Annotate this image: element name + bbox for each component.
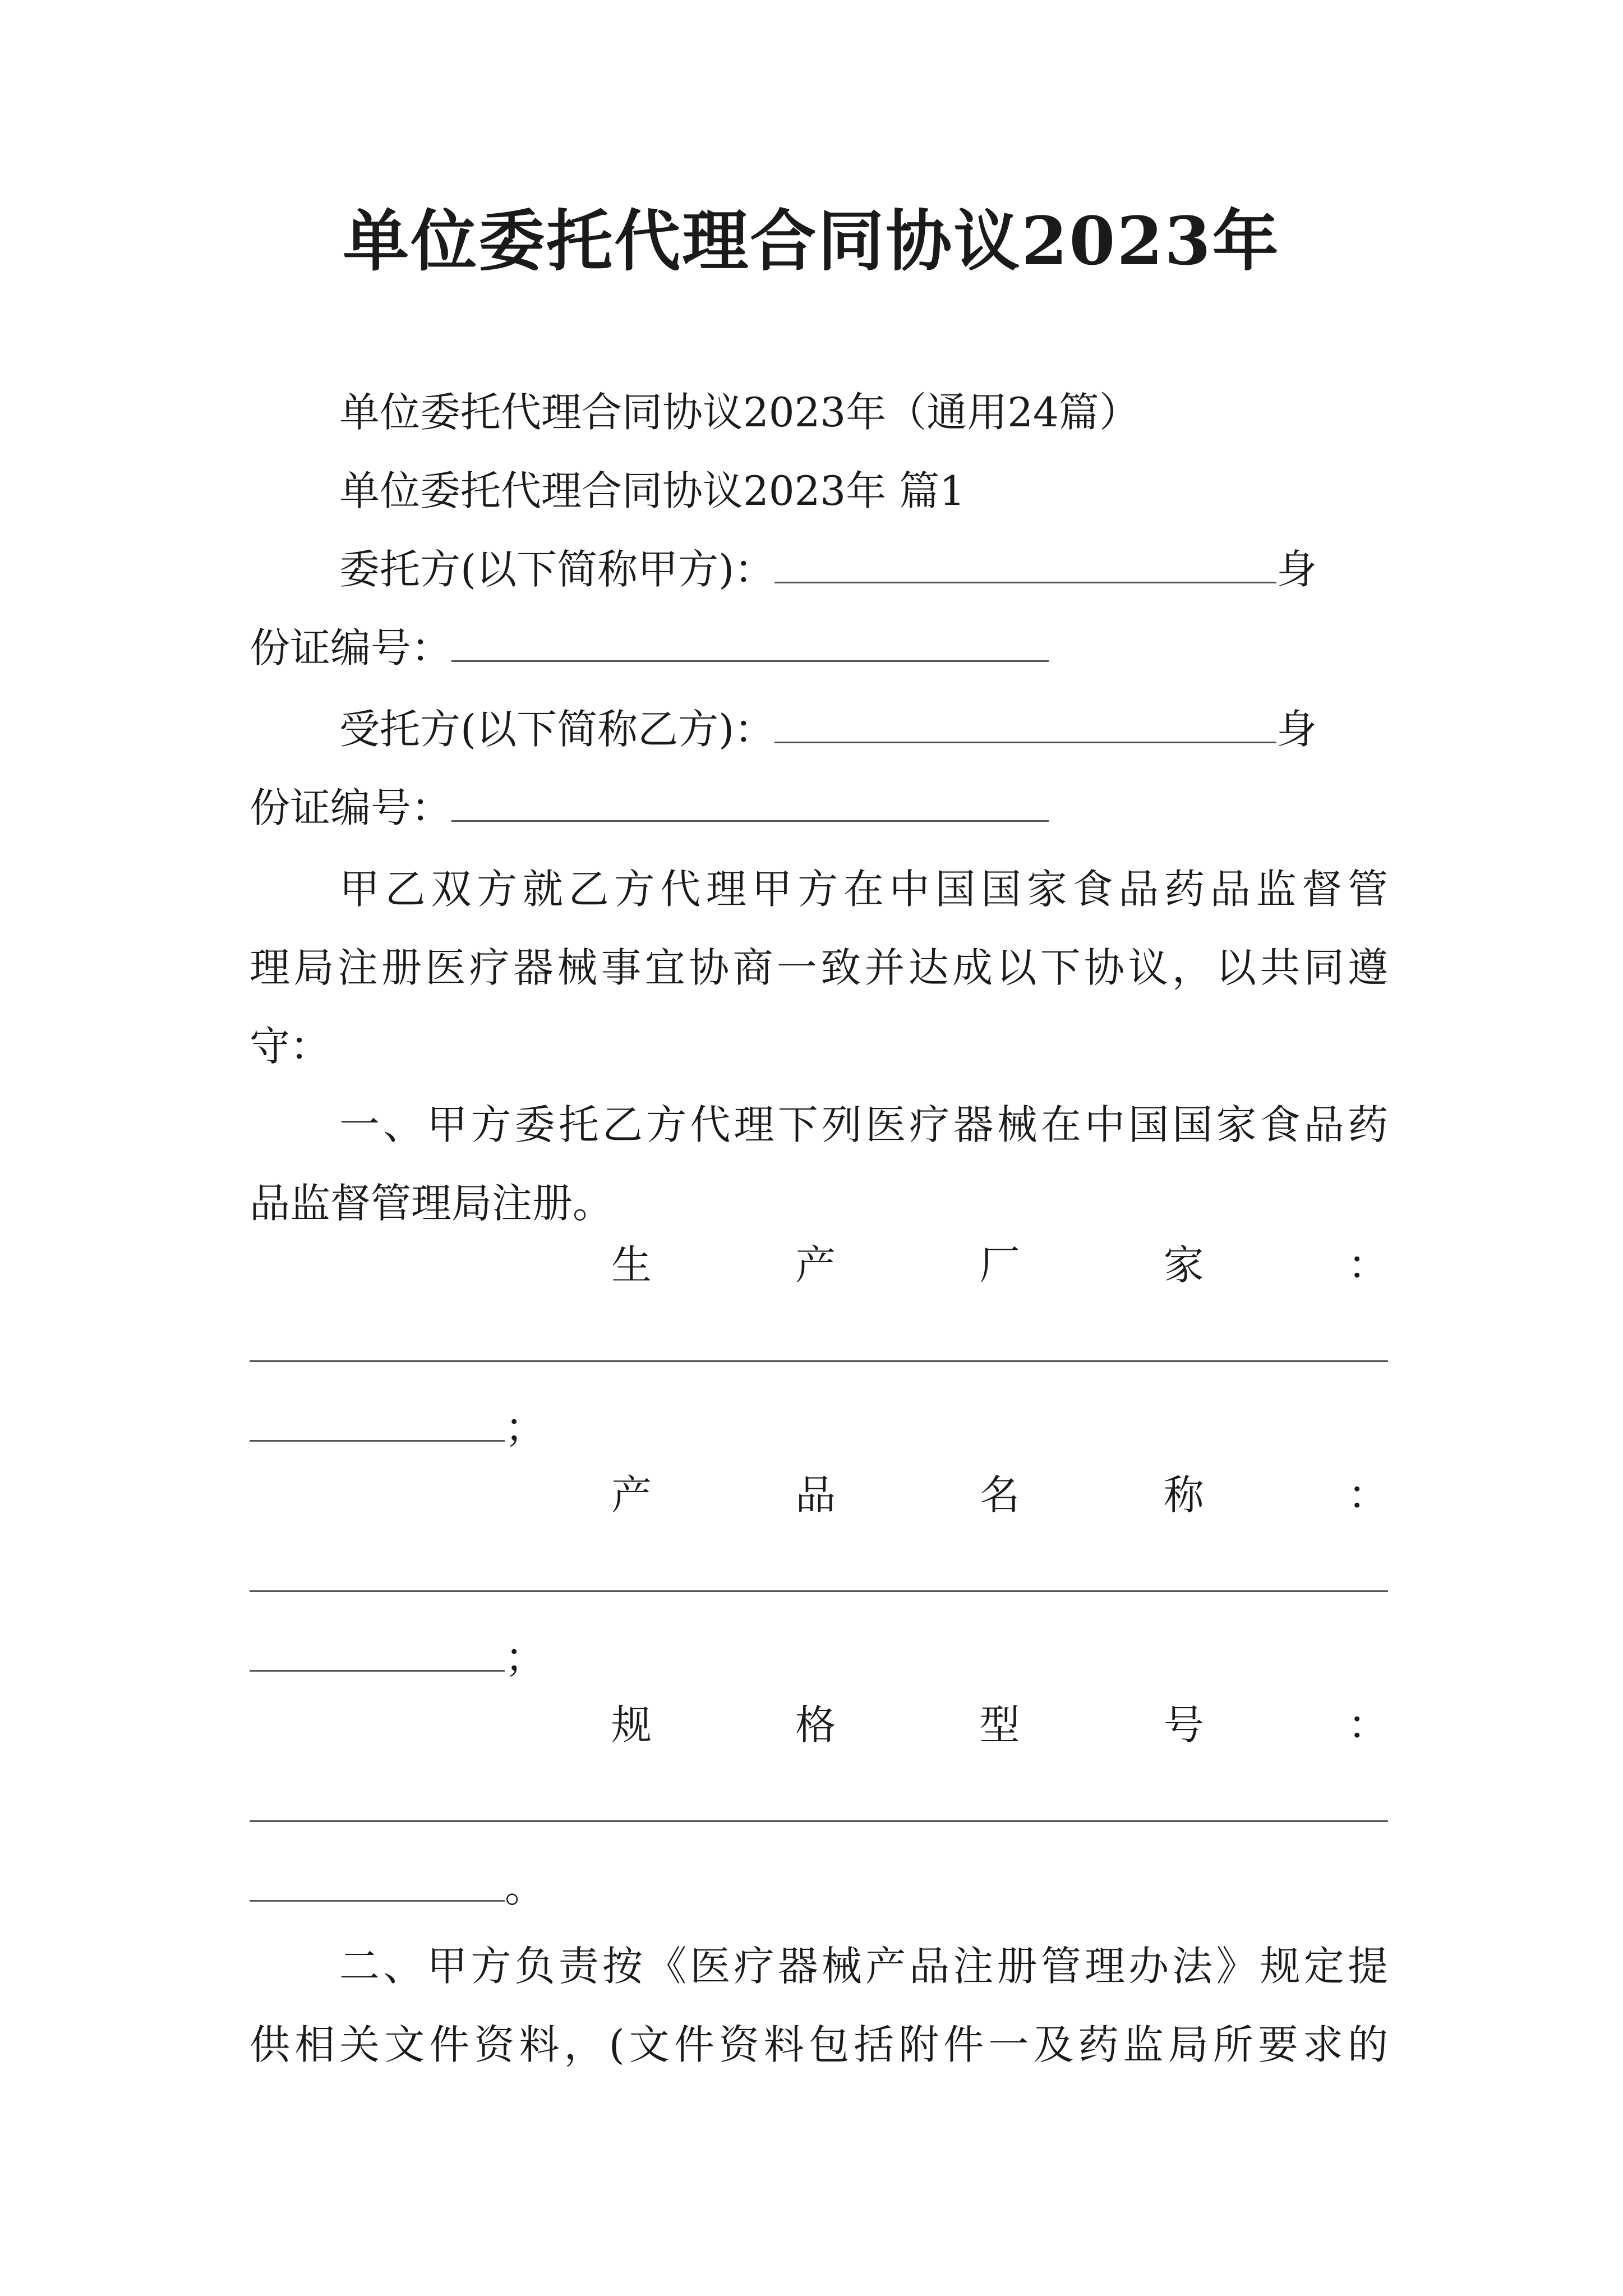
intro-line-3: 守： [250, 1023, 331, 1070]
manufacturer-short-blank[interactable] [250, 1400, 505, 1442]
manufacturer-char-3: 厂 [979, 1241, 1020, 1289]
product-name-char-3: 名 [979, 1471, 1020, 1519]
party-b-id-label: 份证编号： [250, 784, 452, 831]
subtitle: 单位委托代理合同协议2023年（通用24篇） [339, 389, 1140, 436]
party-b-label-text: 受托方(以下简称乙方)： [339, 706, 775, 753]
specification-label [611, 1697, 1388, 1753]
intro-line-1: 甲乙双方就乙方代理甲方在中国国家食品药品监督管 [339, 866, 1388, 913]
manufacturer-label [611, 1237, 1388, 1293]
party-b-id-blank[interactable] [451, 780, 1049, 822]
specification-char-4: 号 [1163, 1701, 1204, 1749]
party-b-id-row [250, 780, 1049, 836]
manufacturer-end-punct: ； [505, 1404, 546, 1451]
specification-short-blank[interactable] [250, 1860, 505, 1902]
document-title: 单位委托代理合同协议2023年 [343, 202, 1280, 280]
party-b-name-blank[interactable] [774, 701, 1276, 743]
section-heading: 单位委托代理合同协议2023年 篇1 [339, 467, 965, 514]
specification-blank-line[interactable] [250, 1820, 1388, 1822]
specification-char-1: 规 [611, 1701, 652, 1749]
product-name-end-row [250, 1630, 545, 1686]
manufacturer-char-4: 家 [1163, 1241, 1204, 1289]
manufacturer-char-1: 生 [611, 1241, 652, 1289]
party-a-label [339, 541, 1317, 597]
product-name-blank-line[interactable] [250, 1590, 1388, 1592]
product-name-colon: ： [1347, 1471, 1388, 1519]
product-name-short-blank[interactable] [250, 1630, 505, 1672]
party-a-label-text: 委托方(以下简称甲方)： [339, 546, 775, 593]
clause-1-line-2: 品监督管理局注册。 [250, 1180, 614, 1227]
specification-char-2: 格 [795, 1701, 836, 1749]
party-a-name-blank[interactable] [774, 541, 1276, 583]
party-a-id-blank[interactable] [451, 620, 1049, 662]
party-a-id-row [250, 620, 1049, 676]
product-name-label [611, 1467, 1388, 1523]
product-name-end-punct: ； [505, 1634, 546, 1681]
specification-end-punct: 。 [505, 1864, 546, 1911]
party-b-label [339, 701, 1317, 757]
clause-1-line-1: 一、甲方委托乙方代理下列医疗器械在中国国家食品药 [339, 1101, 1388, 1148]
product-name-char-4: 称 [1163, 1471, 1204, 1519]
manufacturer-end-row [250, 1400, 545, 1456]
manufacturer-char-2: 产 [795, 1241, 836, 1289]
clause-2-line-2: 供相关文件资料，(文件资料包括附件一及药监局所要求的 [250, 2021, 1388, 2068]
specification-end-row [250, 1860, 545, 1916]
clause-2-line-1: 二、甲方负责按《医疗器械产品注册管理办法》规定提 [339, 1943, 1388, 1990]
intro-line-2: 理局注册医疗器械事宜协商一致并达成以下协议，以共同遵 [250, 944, 1388, 991]
manufacturer-blank-line[interactable] [250, 1360, 1388, 1362]
product-name-char-2: 品 [795, 1471, 836, 1519]
party-a-tail: 身 [1276, 546, 1317, 593]
specification-char-3: 型 [979, 1701, 1020, 1749]
specification-colon: ： [1347, 1701, 1388, 1749]
manufacturer-colon: ： [1347, 1241, 1388, 1289]
party-a-id-label: 份证编号： [250, 624, 452, 671]
party-b-tail: 身 [1276, 706, 1317, 753]
product-name-char-1: 产 [611, 1471, 652, 1519]
